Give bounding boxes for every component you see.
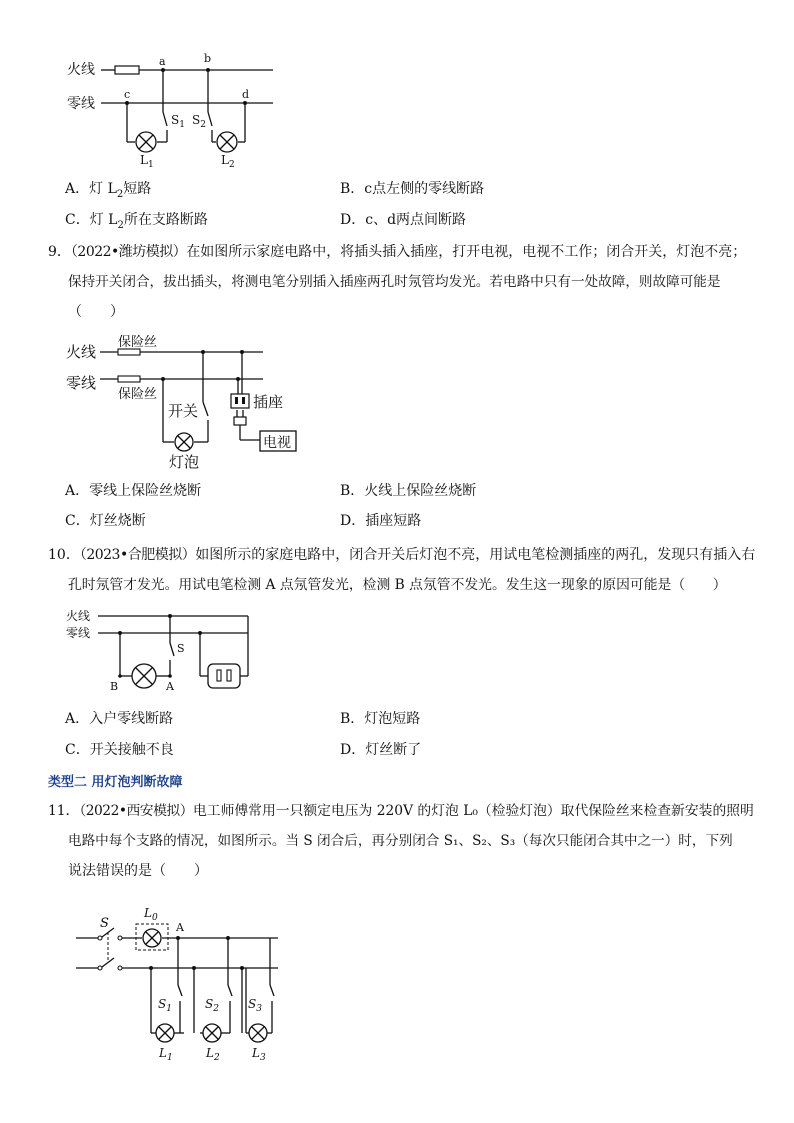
section-heading: 类型二 用灯泡判断故障 (48, 775, 183, 790)
neutral-wire-label: 零线 (66, 626, 91, 640)
switch-s3-label: S (248, 997, 257, 1011)
branch-1 (176, 936, 196, 1033)
svg-text:S3: $S_3$ (248, 997, 262, 1014)
lamp-l1-label: L (159, 1046, 167, 1060)
live-wire-label: 火线 (67, 62, 95, 78)
switch-s1-label: S (158, 997, 167, 1011)
switch-s2-label: S (205, 997, 214, 1011)
q8-option-a[interactable]: A．灯 $L_2$短路 (65, 181, 152, 200)
live-wire-label: 火线 (66, 343, 97, 361)
node-b-label: b (204, 52, 212, 65)
plug-icon (234, 410, 260, 440)
socket-icon (231, 394, 249, 408)
node-c-label: c (124, 88, 131, 101)
lamp-l2-icon (203, 1024, 221, 1042)
live-wire-label: 火线 (66, 609, 91, 623)
neutral-wire-label: 零线 (66, 374, 97, 392)
lamp-l2-label: L (221, 153, 229, 167)
q8-option-b[interactable]: B．c点左侧的零线断路 (340, 181, 485, 197)
q8-option-c[interactable]: C．灯 $L_2$所在支路断路 (65, 212, 208, 231)
svg-text:L2: $L_2$ (221, 153, 235, 170)
svg-text:S2: $S_2$ (205, 997, 219, 1014)
switch-label: 开关 (168, 402, 199, 420)
point-a-label: A (176, 921, 184, 934)
svg-text:L1: $L_1$ (140, 153, 154, 170)
q11-circuit-figure (70, 900, 290, 1065)
fuse-neutral-label: 保险丝 (118, 387, 158, 402)
q9-option-c[interactable]: C．灯丝烧断 (65, 513, 146, 529)
point-b-label: B (110, 680, 119, 693)
lamp-l2-icon (217, 132, 237, 152)
q9-circuit-figure (60, 332, 310, 474)
q9-stem: 9．（2022•潍坊模拟）在如图所示家庭电路中，将插头插入插座，打开电视，电视不工作；闭合开关，灯泡不亮； 保持开关闭合，拔出插头，将测电笔分别插入插座两孔时氖管均发光。若电路中只有一处故障，则故障可能是 （ ） (48, 244, 747, 320)
q10-stem: 10．（2023•合肥模拟）如图所示的家庭电路中，闭合开关后灯泡不亮，用试电笔检测插座的两孔，发现只有插入右 孔时氖管才发光。用试电笔检测 A 点氖管发光，检测 B 点氖管不发光。发生这一现象的原因可能是（ ） (48, 547, 756, 593)
svg-text:S1: $S_1$ (171, 113, 185, 130)
fuse-symbol (115, 66, 139, 74)
svg-text:S1: $S_1$ (158, 997, 172, 1014)
fuse-neutral-symbol (118, 376, 140, 382)
lamp-icon (175, 433, 193, 451)
test-lamp-label: L (144, 906, 152, 920)
q11-stem: 11．（2022•西安模拟）电工师傅常用一只额定电压为 220V 的灯泡 L₀（检验灯泡）取代保险丝来检查新安装的照明 电路中每个支路的情况，如图所示。当 S 闭合后，再分别闭合 S₁、S₂、S₃（每次只能闭合其中之一）时，下列 说法错误的是（ ） (48, 803, 754, 879)
tv-label: 电视 (263, 435, 291, 451)
q10-option-b[interactable]: B．灯泡短路 (340, 711, 421, 727)
q10-option-c[interactable]: C．开关接触不良 (65, 742, 174, 758)
node-d-label: d (242, 88, 250, 101)
point-a-label: A (166, 680, 174, 693)
switch-s2-label: S (192, 113, 201, 127)
q10-option-d[interactable]: D．灯丝断了 (340, 742, 422, 758)
socket-icon (208, 664, 240, 688)
q8-option-d[interactable]: D．c、d两点间断路 (340, 212, 467, 228)
svg-text:L3: $L_3$ (252, 1046, 266, 1063)
socket-label: 插座 (253, 393, 284, 411)
q9-option-d[interactable]: D．插座短路 (340, 513, 422, 529)
switch-s1-label: S (171, 113, 180, 127)
q8-circuit-figure (55, 50, 295, 175)
branch-3 (246, 938, 274, 1033)
q9-option-b[interactable]: B．火线上保险丝烧断 (340, 483, 477, 499)
lamp-l3-icon (249, 1024, 267, 1042)
lamp-label: 灯泡 (169, 453, 200, 471)
main-switch-label: S (100, 916, 109, 931)
q9-option-a[interactable]: A．零线上保险丝烧断 (65, 483, 202, 499)
lamp-l1-icon (136, 132, 156, 152)
lamp-l3-label: L (252, 1046, 260, 1060)
lamp-icon (132, 664, 156, 688)
lamp-l1-icon (156, 1024, 174, 1042)
svg-text:S2: $S_2$ (192, 113, 206, 130)
q10-option-a[interactable]: A．入户零线断路 (65, 711, 174, 727)
test-lamp-icon (143, 929, 161, 947)
switch-s-label: S (177, 642, 185, 655)
lamp-l2-label: L (206, 1046, 214, 1060)
lamp-l1-label: L (140, 153, 148, 167)
node-a-label: a (159, 55, 166, 68)
neutral-wire-label: 零线 (67, 96, 95, 112)
fuse-live-label: 保险丝 (118, 335, 158, 350)
svg-text:L0: $L_0$ (144, 906, 158, 923)
svg-text:L2: $L_2$ (206, 1046, 220, 1063)
svg-text:L1: $L_1$ (159, 1046, 173, 1063)
q10-circuit-figure (60, 606, 270, 698)
branch-2 (226, 936, 244, 1033)
